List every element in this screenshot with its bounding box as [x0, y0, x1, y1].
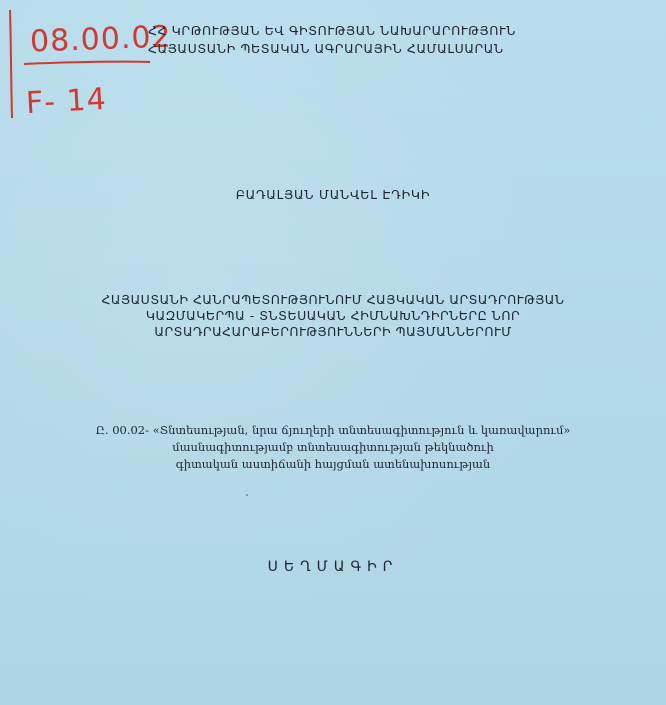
specialty-description: [40, 422, 626, 473]
author-name: ԲԱԴԱԼՅԱՆ ՄԱՆՎԵԼ ԷԴԻԿԻ: [235, 187, 431, 202]
handwritten-underline: [24, 62, 150, 64]
specialty-line-3: գիտական աստիճանի հայցման ատենախոսության: [175, 457, 491, 471]
thesis-title-line-1: ՀԱՅԱՍՏԱՆԻ ՀԱՆՐԱՊԵՏՈՒԹՅՈՒՆՈՒՄ ՀԱՅԿԱԿԱՆ ԱՐՏԱԴՐՈՒԹՅԱՆ: [101, 292, 565, 307]
university-name: ՀԱՅԱՍՏԱՆԻ ՊԵՏԱԿԱՆ ԱԳՐԱՐԱՅԻՆ ՀԱՄԱԼՍԱՐԱՆ: [148, 41, 504, 56]
paper-speck: [246, 494, 248, 496]
thesis-title-line-2: ԿԱԶՄԱԿԵՐՊԱ - ՏՆՏԵՍԱԿԱՆ ՀԻՄՆԱԽՆԴԻՐՆԵՐԸ ՆՈՐ: [145, 308, 521, 323]
specialty-line-1: Ը. 00.02- «Տնտեսության, նրա ճյուղերի տնտեսագիտություն և կառավարում»: [95, 423, 571, 437]
handwritten-code: 08.00.02: [29, 19, 173, 60]
institution-header: [148, 22, 648, 58]
thesis-title: [40, 292, 626, 340]
handwritten-vertical-stroke: [10, 10, 12, 118]
specialty-line-2: մասնագիտությամբ տնտեսագիտության թեկնածուի: [172, 440, 494, 454]
ministry-name: ՀՀ ԿՐԹՈՒԹՅԱՆ ԵՎ ԳԻՏՈՒԹՅԱՆ ՆԱԽԱՐԱՐՈՒԹՅՈՒՆ: [148, 23, 516, 38]
thesis-title-line-3: ԱՐՏԱԴՐԱՀԱՐԱԲԵՐՈՒԹՅՈՒՆՆԵՐԻ ՊԱՅՄԱՆՆԵՐՈՒՄ: [154, 324, 512, 339]
handwritten-reference: F- 14: [25, 81, 108, 122]
document-type: ՍԵՂՄԱԳԻՐ: [267, 559, 399, 575]
